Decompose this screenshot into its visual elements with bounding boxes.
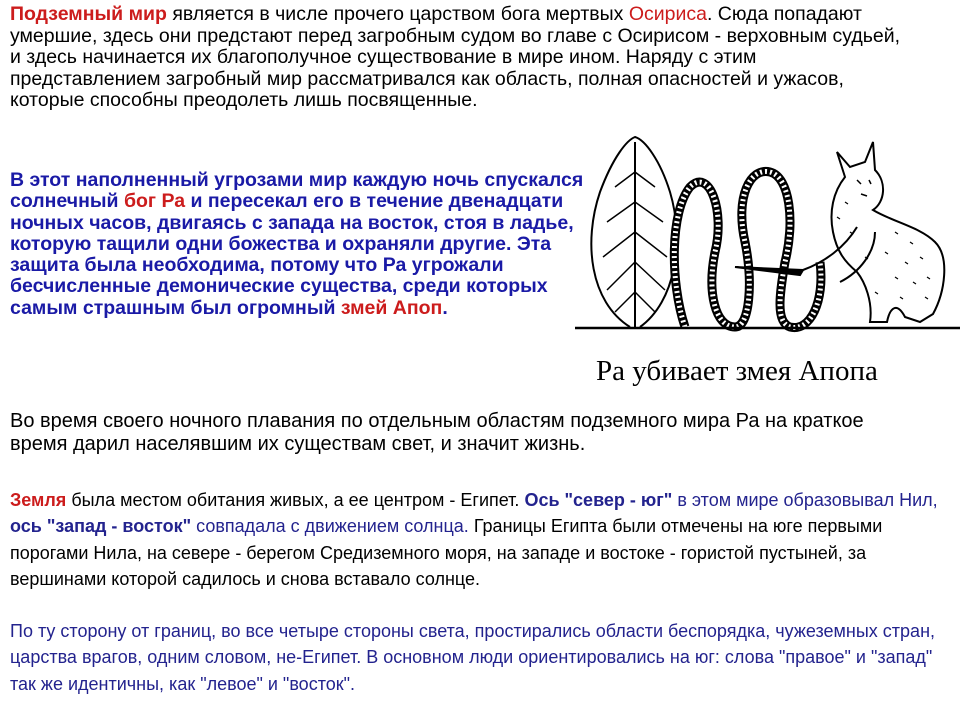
paragraph-text: и пересекал его в течение двенадцати ночных часов, двигаясь с запада на восток, стоя в ладье, которую тащили одни божества и охраняли другие. Эта защита была необходима, потому что Ра угрожали бесчисленные демонические существа, среди которых самым страшным был огромный <box>10 190 574 319</box>
term-underworld: Подземный мир <box>10 3 167 25</box>
paragraph-text: . Сюда попадают умершие, здесь они предстают перед загробным судом во главе с Осирисом - верховным судьей, и здесь начинается их благополучное существование в мире ином. Наряду с этим представлением загробный мир рассматривался как область, полная опасностей и ужасов, которые способны преодолеть лишь посвященные. <box>10 3 901 111</box>
paragraph-text: была местом обитания живых, а ее центром - Египет. <box>66 490 525 510</box>
paragraph-beyond-borders: По ту сторону от границ, во все четыре стороны света, простирались области беспорядка, чужеземных стран, царства врагов, одним словом, не-Египет. В основном люди ориентировались на юг: слова "правое" и "запад" так же идентичны, как "левое" и "восток". <box>10 621 936 694</box>
term-north-south-axis: Ось "север - юг" <box>524 490 673 510</box>
paragraph-text: совпадала с движением солнца. <box>191 516 469 537</box>
paragraph-text: в этом мире образовывал Нил, <box>672 490 938 510</box>
paragraph-ra-journey <box>10 170 590 319</box>
term-earth: Земля <box>10 490 67 510</box>
paragraph-text: является в числе прочего царством бога мертвых <box>166 3 629 25</box>
paragraph-night-voyage: Во время своего ночного плавания по отдельным областям подземного мира Ра на краткое время дарил населявшим их существам свет, и значит жизнь. <box>10 410 864 455</box>
figure-caption: Ра убивает змея Апопа <box>596 355 878 387</box>
term-west-east-axis: ось "запад - восток" <box>10 516 192 537</box>
paragraph-underworld <box>10 4 910 112</box>
term-osiris: Осириса <box>628 3 707 25</box>
paragraph-text: . <box>442 296 448 319</box>
paragraph-text: В этот наполненный угрозами мир каждую ночь спускался солнечный <box>10 169 584 213</box>
term-apep: змей Апоп <box>340 296 443 319</box>
paragraph-earth <box>10 487 955 592</box>
paragraph-text: Границы Египта были отмечены на юге первыми порогами Нила, на севере - берегом Средиземного моря, на западе и востоке - гористой пустыней, за вершинами которой садилось и снова вставало солнце. <box>10 516 883 589</box>
term-god-ra: бог Ра <box>123 190 186 213</box>
ra-slaying-apep-drawing-icon <box>575 132 960 342</box>
